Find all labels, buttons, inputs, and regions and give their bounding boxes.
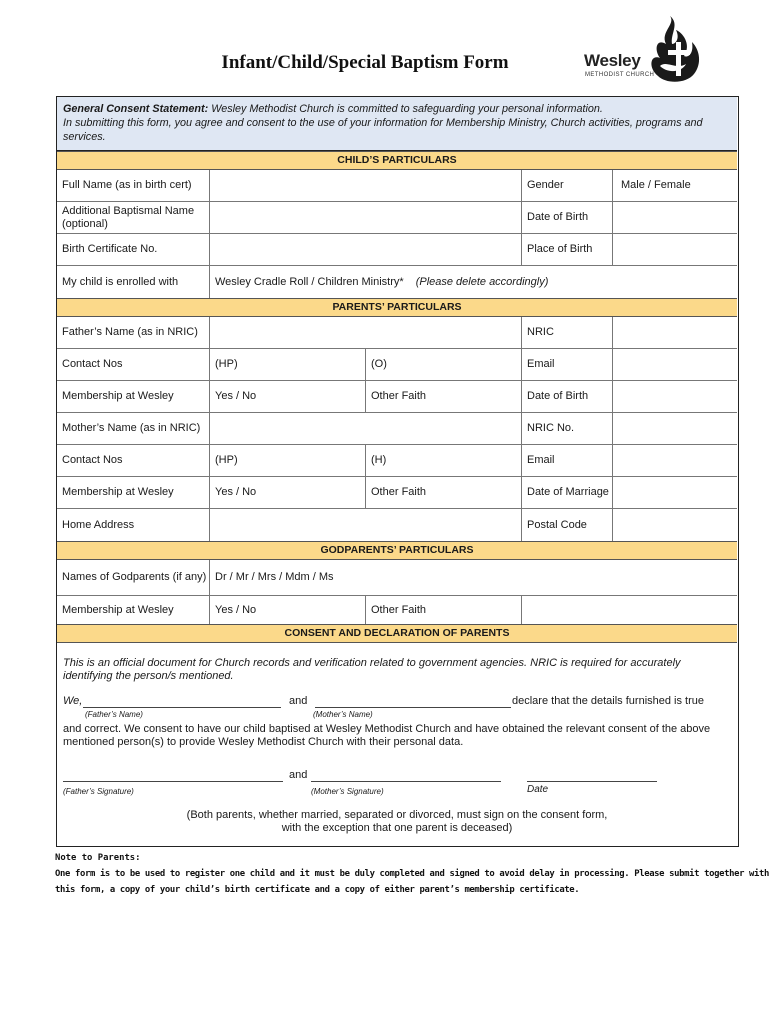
label-child-dob: Date of Birth [522, 202, 613, 233]
notes-to-parents [55, 850, 770, 898]
mother-signature-caption: (Mother’s Signature) [311, 787, 384, 796]
notes-line-2: this form, a copy of your child’s birth certificate and a copy of either parent’s membership certificate. [55, 885, 580, 895]
row-address [57, 509, 737, 541]
father-nric-field[interactable] [613, 317, 737, 348]
godparents-membership-field[interactable]: Yes / No [210, 596, 366, 624]
and-label: and [289, 695, 308, 707]
birth-cert-field[interactable] [210, 234, 522, 265]
mother-email-field[interactable] [613, 445, 737, 476]
label-gender: Gender [522, 170, 613, 201]
row-enrolled [57, 266, 737, 298]
row-godparents-names [57, 560, 737, 596]
full-name-field[interactable] [210, 170, 522, 201]
mother-home-field[interactable]: (H) [366, 445, 522, 476]
additional-name-field[interactable] [210, 202, 522, 233]
label-full-name: Full Name (as in birth cert) [57, 170, 210, 201]
father-email-field[interactable] [613, 349, 737, 380]
and-label-2: and [289, 769, 308, 781]
mother-membership-field[interactable]: Yes / No [210, 477, 366, 508]
mother-hp-field[interactable]: (HP) [210, 445, 366, 476]
label-enrolled: My child is enrolled with [57, 266, 210, 298]
label-father-membership: Membership at Wesley [57, 381, 210, 412]
enrolled-note: (Please delete accordingly) [415, 275, 549, 288]
logo-word: Wesley [584, 51, 641, 70]
godparents-other-faith-field[interactable]: Other Faith [366, 596, 522, 624]
row-father-contact [57, 349, 737, 381]
father-name-field[interactable] [210, 317, 522, 348]
form-title: Infant/Child/Special Baptism Form [221, 52, 509, 73]
label-pob: Place of Birth [522, 234, 613, 265]
label-postal-code: Postal Code [522, 509, 613, 541]
notes-line-1: One form is to be used to register one child and it must be duly completed and signed to avoid delay in processing. Please submit together with [55, 869, 770, 879]
label-mother-email: Email [522, 445, 613, 476]
label-additional-name: Additional Baptismal Name (optional) [57, 202, 210, 233]
godparents-extra-field[interactable] [522, 596, 737, 624]
consent-text-2: In submitting this form, you agree and consent to the use of your information for Membership Ministry, Church activities, programs and services. [63, 117, 703, 143]
home-address-field[interactable] [210, 509, 522, 541]
postal-code-field[interactable] [613, 509, 737, 541]
father-name-line[interactable] [83, 695, 281, 708]
wesley-logo [584, 14, 714, 84]
father-hp-field[interactable]: (HP) [210, 349, 366, 380]
form-frame [56, 96, 739, 847]
section-child: CHILD’S PARTICULARS [57, 151, 737, 170]
label-marriage-date: Date of Marriage [522, 477, 613, 508]
label-father-dob: Date of Birth [522, 381, 613, 412]
marriage-date-field[interactable] [613, 477, 737, 508]
father-signature-caption: (Father’s Signature) [63, 787, 134, 796]
label-godparents-membership: Membership at Wesley [57, 596, 210, 624]
mother-signature-line[interactable] [311, 769, 501, 782]
mother-other-faith-field[interactable]: Other Faith [366, 477, 522, 508]
notes-heading: Note to Parents: [55, 853, 141, 863]
consent-text-1: Wesley Methodist Church is committed to safeguarding your personal information. [208, 103, 603, 115]
enrolled-field[interactable] [210, 266, 737, 298]
row-birth-cert [57, 234, 737, 266]
date-caption: Date [527, 784, 549, 795]
row-father-membership [57, 381, 737, 413]
enrolled-options: Wesley Cradle Roll / Children Ministry* [215, 275, 404, 288]
row-additional-name [57, 202, 737, 234]
label-mother-nric: NRIC No. [522, 413, 613, 444]
row-mother-name [57, 413, 737, 445]
logo-subtitle: METHODIST CHURCH [585, 72, 655, 78]
label-father-nric: NRIC [522, 317, 613, 348]
label-father-name: Father’s Name (as in NRIC) [57, 317, 210, 348]
we-label: We, [63, 695, 83, 707]
gender-field[interactable]: Male / Female [621, 179, 691, 191]
declaration-intro: This is an official document for Church records and verification related to government agencies. NRIC is required for accurately identifying the person/s mentioned. [63, 657, 681, 682]
label-mother-membership: Membership at Wesley [57, 477, 210, 508]
pob-field[interactable] [613, 234, 737, 265]
mother-name-caption: (Mother’s Name) [313, 710, 373, 719]
section-godparents: GODPARENTS’ PARTICULARS [57, 541, 737, 560]
both-parents-note-2: with the exception that one parent is deceased) [281, 822, 513, 834]
label-home-address: Home Address [57, 509, 210, 541]
row-godparents-membership [57, 596, 737, 624]
label-mother-contact: Contact Nos [57, 445, 210, 476]
row-child-name [57, 170, 737, 202]
father-dob-field[interactable] [613, 381, 737, 412]
mother-name-line[interactable] [315, 695, 511, 708]
consent-statement [57, 97, 737, 151]
section-parents: PARENTS’ PARTICULARS [57, 298, 737, 317]
father-office-field[interactable]: (O) [366, 349, 522, 380]
label-father-contact: Contact Nos [57, 349, 210, 380]
date-line[interactable] [527, 769, 657, 782]
mother-nric-field[interactable] [613, 413, 737, 444]
father-name-caption: (Father’s Name) [85, 710, 143, 719]
label-godparents-names: Names of Godparents (if any) [57, 560, 210, 595]
consent-heading: General Consent Statement: [63, 103, 209, 115]
father-signature-line[interactable] [63, 769, 283, 782]
label-birth-cert: Birth Certificate No. [57, 234, 210, 265]
label-mother-name: Mother’s Name (as in NRIC) [57, 413, 210, 444]
both-parents-note-1: (Both parents, whether married, separated or divorced, must sign on the consent form, [186, 809, 608, 821]
father-membership-field[interactable]: Yes / No [210, 381, 366, 412]
flame-cross-icon [646, 14, 704, 84]
father-other-faith-field[interactable]: Other Faith [366, 381, 522, 412]
declare-text: declare that the details furnished is true [512, 695, 705, 707]
section-consent: CONSENT AND DECLARATION OF PARENTS [57, 624, 737, 643]
godparents-names-field[interactable]: Dr / Mr / Mrs / Mdm / Ms [215, 571, 334, 583]
row-mother-membership [57, 477, 737, 509]
child-dob-field[interactable] [613, 202, 737, 233]
row-father-name [57, 317, 737, 349]
row-mother-contact [57, 445, 737, 477]
mother-name-field[interactable] [210, 413, 522, 444]
declaration-block [57, 641, 737, 847]
consent-text: and correct. We consent to have our child baptised at Wesley Methodist Church and have obtained the relevant consent of the above mentioned person(s) to provide Wesley Methodist Church with their personal data. [63, 723, 711, 748]
label-father-email: Email [522, 349, 613, 380]
